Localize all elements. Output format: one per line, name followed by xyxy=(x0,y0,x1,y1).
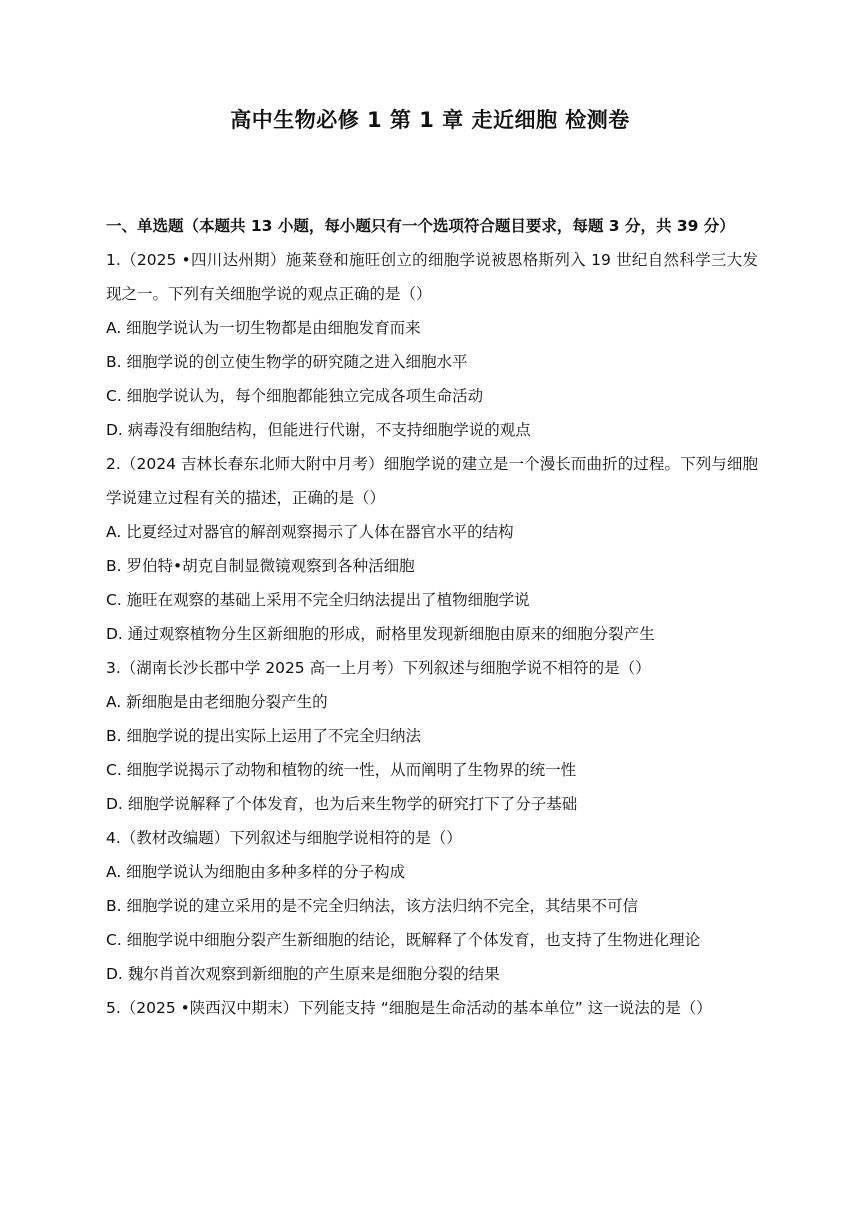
option-b: B. 罗伯特•胡克自制显微镜观察到各种活细胞 xyxy=(106,557,415,575)
option-d: D. 通过观察植物分生区新细胞的形成，耐格里发现新细胞由原来的细胞分裂产生 xyxy=(106,625,655,643)
document-title: 高中生物必修 1 第 1 章 走近细胞 检测卷 xyxy=(230,108,630,132)
option-b: B. 细胞学说的创立使生物学的研究随之进入细胞水平 xyxy=(106,353,468,371)
option-d: D. 细胞学说解释了个体发育，也为后来生物学的研究打下了分子基础 xyxy=(106,795,578,813)
option-b: B. 细胞学说的建立采用的是不完全归纳法，该方法归纳不完全，其结果不可信 xyxy=(106,897,638,915)
option-a: A. 新细胞是由老细胞分裂产生的 xyxy=(106,693,328,711)
option-c: C. 施旺在观察的基础上采用不完全归纳法提出了植物细胞学说 xyxy=(106,591,530,609)
option-b: B. 细胞学说的提出实际上运用了不完全归纳法 xyxy=(106,727,421,745)
question-3 xyxy=(106,651,758,821)
option-c: C. 细胞学说认为，每个细胞都能独立完成各项生命活动 xyxy=(106,387,484,405)
question-stem: 4.（教材改编题）下列叙述与细胞学说相符的是（） xyxy=(106,829,462,847)
question-4 xyxy=(106,821,758,991)
question-1 xyxy=(106,243,758,447)
question-2 xyxy=(106,447,758,651)
question-stem: 5.（2025 •陕西汉中期末）下列能支持 “细胞是生命活动的基本单位” 这一说法的是（） xyxy=(106,999,712,1017)
option-d: D. 病毒没有细胞结构，但能进行代谢，不支持细胞学说的观点 xyxy=(106,421,531,439)
document-body xyxy=(106,209,758,1025)
option-d: D. 魏尔肖首次观察到新细胞的产生原来是细胞分裂的结果 xyxy=(106,965,500,983)
option-a: A. 比夏经过对器官的解剖观察揭示了人体在器官水平的结构 xyxy=(106,523,514,541)
question-stem: 1.（2025 •四川达州期）施莱登和施旺创立的细胞学说被恩格斯列入 19 世纪自然科学三大发现之一。下列有关细胞学说的观点正确的是（） xyxy=(106,251,758,303)
option-a: A. 细胞学说认为一切生物都是由细胞发育而来 xyxy=(106,319,421,337)
option-a: A. 细胞学说认为细胞由多种多样的分子构成 xyxy=(106,863,406,881)
option-c: C. 细胞学说揭示了动物和植物的统一性，从而阐明了生物界的统一性 xyxy=(106,761,577,779)
option-c: C. 细胞学说中细胞分裂产生新细胞的结论，既解释了个体发育，也支持了生物进化理论 xyxy=(106,931,701,949)
question-5 xyxy=(106,991,758,1025)
question-stem: 2.（2024 吉林长春东北师大附中月考）细胞学说的建立是一个漫长而曲折的过程。下列与细胞学说建立过程有关的描述，正确的是（） xyxy=(106,455,758,507)
section-heading: 一、单选题（本题共 13 小题，每小题只有一个选项符合题目要求，每题 3 分，共 39 分） xyxy=(106,217,735,235)
question-stem: 3.（湖南长沙长郡中学 2025 高一上月考）下列叙述与细胞学说不相符的是（） xyxy=(106,659,651,677)
